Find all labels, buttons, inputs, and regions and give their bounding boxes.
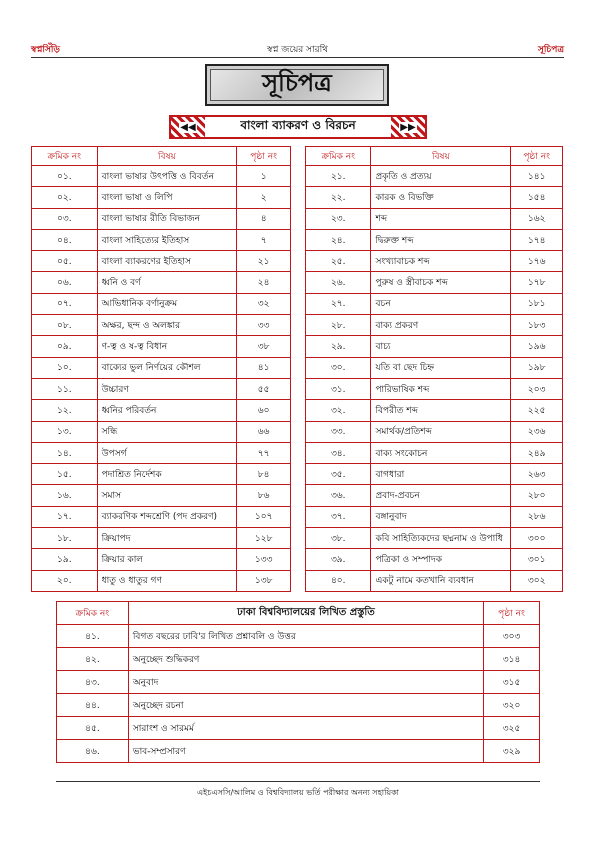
subject-title: একটু নামে কতখানি ব্যবধান bbox=[371, 570, 511, 591]
serial-number: ৪১. bbox=[57, 625, 129, 648]
section-banner bbox=[169, 115, 427, 139]
table-row bbox=[306, 378, 563, 399]
subject-title: ক্রিয়ার কাল bbox=[97, 549, 237, 570]
page-number: ১৫৪ bbox=[511, 187, 563, 208]
table-row bbox=[306, 336, 563, 357]
table-row bbox=[32, 421, 291, 442]
header-divider bbox=[31, 57, 564, 58]
serial-number: ০৪. bbox=[32, 229, 98, 250]
page-number: ২৬৩ bbox=[511, 464, 563, 485]
table-row bbox=[306, 400, 563, 421]
subject-title: বাংলা ভাষার রীতি বিভাজন bbox=[97, 208, 237, 229]
serial-number: ১৫. bbox=[32, 464, 98, 485]
ornament-right-icon: ▶▶ bbox=[391, 117, 425, 137]
subject-title: ক্রিয়াপদ bbox=[97, 528, 237, 549]
table-row bbox=[306, 208, 563, 229]
table-row bbox=[306, 570, 563, 591]
table-row bbox=[32, 442, 291, 463]
serial-number: ৪৩. bbox=[57, 671, 129, 694]
table-row bbox=[57, 671, 540, 694]
subject-title: দ্বিরুক্ত শব্দ bbox=[371, 229, 511, 250]
table-row bbox=[32, 315, 291, 336]
serial-number: ১৪. bbox=[32, 442, 98, 463]
table-row bbox=[306, 293, 563, 314]
table-row bbox=[32, 464, 291, 485]
subject-title: অনুচ্ছেদ শুদ্ধিকরণ bbox=[128, 648, 483, 671]
page-number: ৩০০ bbox=[511, 528, 563, 549]
serial-number: ৪৪. bbox=[57, 694, 129, 717]
table-row bbox=[32, 187, 291, 208]
subject-title: বাংলা ভাষা ও লিপি bbox=[97, 187, 237, 208]
column-header-page: পৃষ্ঠা নং bbox=[484, 602, 540, 625]
table-row bbox=[32, 357, 291, 378]
table-header-row bbox=[57, 602, 540, 625]
page-number: ২২৫ bbox=[511, 400, 563, 421]
subject-title: আভিধানিক বর্ণানুক্রম bbox=[97, 293, 237, 314]
serial-number: ৩৯. bbox=[306, 549, 371, 570]
ornament-left-icon: ◀◀ bbox=[171, 117, 205, 137]
page-number: ৩১৫ bbox=[484, 671, 540, 694]
section-banner-label: বাংলা ব্যাকরণ ও বিরচন bbox=[240, 118, 356, 132]
serial-number: ৩৩. bbox=[306, 421, 371, 442]
page-number: ৩১৪ bbox=[484, 648, 540, 671]
serial-number: ০৮. bbox=[32, 315, 98, 336]
page-number: ৩২০ bbox=[484, 694, 540, 717]
serial-number: ৪৬. bbox=[57, 740, 129, 763]
subject-title: বচন bbox=[371, 293, 511, 314]
serial-number: ১৩. bbox=[32, 421, 98, 442]
contents-table-right bbox=[305, 146, 563, 592]
serial-number: ২৯. bbox=[306, 336, 371, 357]
column-header-subject: বিষয় bbox=[371, 147, 511, 166]
table-header-row bbox=[306, 147, 563, 166]
page-number: ২৩৬ bbox=[511, 421, 563, 442]
subject-title: সারাংশ ও সারমর্ম bbox=[128, 717, 483, 740]
section-heading: ঢাকা বিশ্ববিদ্যালয়ের লিখিত প্রস্তুতি bbox=[128, 602, 483, 625]
page-number: ২ bbox=[237, 187, 291, 208]
serial-number: ৩২. bbox=[306, 400, 371, 421]
serial-number: ০২. bbox=[32, 187, 98, 208]
subject-title: সমার্থক/প্রতিশব্দ bbox=[371, 421, 511, 442]
page-number: ১৩৮ bbox=[237, 570, 291, 591]
table-row bbox=[32, 229, 291, 250]
subject-title: পারিভাষিক শব্দ bbox=[371, 378, 511, 399]
table-row bbox=[32, 293, 291, 314]
serial-number: ১৮. bbox=[32, 528, 98, 549]
page-number: ১২৮ bbox=[237, 528, 291, 549]
page-number: ২৪ bbox=[237, 272, 291, 293]
column-header-serial: ক্রমিক নং bbox=[57, 602, 129, 625]
page-number: ১৯৬ bbox=[511, 336, 563, 357]
page-number: ৩০৩ bbox=[484, 625, 540, 648]
column-header-serial: ক্রমিক নং bbox=[32, 147, 98, 166]
table-row bbox=[306, 251, 563, 272]
subject-title: বাগধারা bbox=[371, 464, 511, 485]
subject-title: কারক ও বিভক্তি bbox=[371, 187, 511, 208]
page-number: ২৮০ bbox=[511, 485, 563, 506]
page-number: ১ bbox=[237, 166, 291, 187]
subject-title: বাংলা ভাষার উৎপত্তি ও বিবর্তন bbox=[97, 166, 237, 187]
table-row bbox=[32, 336, 291, 357]
subject-title: ভাব-সম্প্রসারণ bbox=[128, 740, 483, 763]
subject-title: বিপরীত শব্দ bbox=[371, 400, 511, 421]
table-row bbox=[32, 251, 291, 272]
header-brand: স্বপ্নসিঁড়ি bbox=[31, 45, 60, 55]
page-number: ৩৩ bbox=[237, 315, 291, 336]
serial-number: ২১. bbox=[306, 166, 371, 187]
subject-title: উচ্চারণ bbox=[97, 378, 237, 399]
subject-title: বাচ্য bbox=[371, 336, 511, 357]
serial-number: ১১. bbox=[32, 378, 98, 399]
page-number: ১৩৩ bbox=[237, 549, 291, 570]
serial-number: ২৫. bbox=[306, 251, 371, 272]
table-row bbox=[32, 208, 291, 229]
page-number: ৩০২ bbox=[511, 570, 563, 591]
serial-number: ২০. bbox=[32, 570, 98, 591]
table-row bbox=[32, 570, 291, 591]
table-row bbox=[306, 528, 563, 549]
serial-number: ১৯. bbox=[32, 549, 98, 570]
header-tagline: স্বপ্ন জয়ের সারথি bbox=[267, 45, 328, 55]
serial-number: ০৭. bbox=[32, 293, 98, 314]
page-number: ১০৭ bbox=[237, 506, 291, 527]
subject-title: বাংলা সাহিত্যের ইতিহাস bbox=[97, 229, 237, 250]
page-number: ২১ bbox=[237, 251, 291, 272]
serial-number: ৩৫. bbox=[306, 464, 371, 485]
serial-number: ০৬. bbox=[32, 272, 98, 293]
subject-title: ধ্বনির পরিবর্তন bbox=[97, 400, 237, 421]
column-header-page: পৃষ্ঠা নং bbox=[511, 147, 563, 166]
table-row bbox=[32, 400, 291, 421]
page-number: ১৭৬ bbox=[511, 251, 563, 272]
table-row bbox=[57, 625, 540, 648]
subject-title: বাক্যের ভুল নির্ণয়ের কৌশল bbox=[97, 357, 237, 378]
subject-title: বাংলা ব্যাকরণের ইতিহাস bbox=[97, 251, 237, 272]
subject-title: অক্ষর, ছন্দ ও অলঙ্কার bbox=[97, 315, 237, 336]
page-number: ৫৫ bbox=[237, 378, 291, 399]
table-row bbox=[57, 717, 540, 740]
page-number: ১৯৮ bbox=[511, 357, 563, 378]
subject-title: শব্দ bbox=[371, 208, 511, 229]
subject-title: বাক্য প্রকরণ bbox=[371, 315, 511, 336]
serial-number: ৩৮. bbox=[306, 528, 371, 549]
table-row bbox=[306, 357, 563, 378]
serial-number: ১০. bbox=[32, 357, 98, 378]
subject-title: ধাতু ও ধাতুর গণ bbox=[97, 570, 237, 591]
table-row bbox=[306, 464, 563, 485]
page-number: ৪১ bbox=[237, 357, 291, 378]
table-header-row bbox=[32, 147, 291, 166]
table-row bbox=[306, 506, 563, 527]
page-number: ৬৬ bbox=[237, 421, 291, 442]
page-number: ১৮১ bbox=[511, 293, 563, 314]
page-number: ১৪১ bbox=[511, 166, 563, 187]
table-row bbox=[32, 528, 291, 549]
page-title-frame bbox=[205, 64, 389, 106]
page-number: ৩৮ bbox=[237, 336, 291, 357]
contents-table-left bbox=[31, 146, 291, 592]
serial-number: ৩৪. bbox=[306, 442, 371, 463]
table-row bbox=[306, 549, 563, 570]
page-number: ৩২৫ bbox=[484, 717, 540, 740]
page-number: ১৮৩ bbox=[511, 315, 563, 336]
serial-number: ২২. bbox=[306, 187, 371, 208]
serial-number: ০৫. bbox=[32, 251, 98, 272]
column-header-page: পৃষ্ঠা নং bbox=[237, 147, 291, 166]
serial-number: ১৬. bbox=[32, 485, 98, 506]
table-row bbox=[57, 694, 540, 717]
page-number: ৩২ bbox=[237, 293, 291, 314]
serial-number: ২৪. bbox=[306, 229, 371, 250]
serial-number: ২৬. bbox=[306, 272, 371, 293]
subject-title: বিগত বছরের ঢাবি'র লিখিত প্রশ্নাবলি ও উত্তর bbox=[128, 625, 483, 648]
table-row bbox=[306, 166, 563, 187]
subject-title: যতি বা ছেদ চিহ্ন bbox=[371, 357, 511, 378]
page-number: ৭৭ bbox=[237, 442, 291, 463]
contents-table-dhaka-university bbox=[56, 601, 540, 763]
table-row bbox=[32, 549, 291, 570]
subject-title: পত্রিকা ও সম্পাদক bbox=[371, 549, 511, 570]
table-row bbox=[32, 485, 291, 506]
serial-number: ৩৬. bbox=[306, 485, 371, 506]
subject-title: পুরুষ ও স্ত্রীবাচক শব্দ bbox=[371, 272, 511, 293]
table-row bbox=[57, 740, 540, 763]
page-number: ৪ bbox=[237, 208, 291, 229]
header-section: সূচিপত্র bbox=[537, 45, 564, 55]
serial-number: ২৭. bbox=[306, 293, 371, 314]
serial-number: ৪০. bbox=[306, 570, 371, 591]
table-row bbox=[306, 229, 563, 250]
page-number: ২৪৯ bbox=[511, 442, 563, 463]
table-row bbox=[306, 272, 563, 293]
page-number: ৮৬ bbox=[237, 485, 291, 506]
page-number: ২৮৬ bbox=[511, 506, 563, 527]
serial-number: ৩১. bbox=[306, 378, 371, 399]
serial-number: ৩০. bbox=[306, 357, 371, 378]
subject-title: উপসর্গ bbox=[97, 442, 237, 463]
column-header-serial: ক্রমিক নং bbox=[306, 147, 371, 166]
table-row bbox=[32, 378, 291, 399]
page-title: সূচিপত্র bbox=[210, 69, 384, 101]
table-row bbox=[306, 315, 563, 336]
subject-title: সন্ধি bbox=[97, 421, 237, 442]
page-number: ৬০ bbox=[237, 400, 291, 421]
serial-number: ২৮. bbox=[306, 315, 371, 336]
serial-number: ২৩. bbox=[306, 208, 371, 229]
serial-number: ৩৭. bbox=[306, 506, 371, 527]
page-number: ৩০১ bbox=[511, 549, 563, 570]
subject-title: প্রকৃতি ও প্রত্যয় bbox=[371, 166, 511, 187]
column-header-subject: বিষয় bbox=[97, 147, 237, 166]
table-row bbox=[306, 485, 563, 506]
table-row bbox=[306, 187, 563, 208]
table-row bbox=[32, 166, 291, 187]
subject-title: বাক্য সংকোচন bbox=[371, 442, 511, 463]
page-number: ৩২৯ bbox=[484, 740, 540, 763]
table-row bbox=[32, 272, 291, 293]
footer-divider bbox=[56, 781, 540, 782]
page-number: ৭ bbox=[237, 229, 291, 250]
serial-number: ১২. bbox=[32, 400, 98, 421]
subject-title: ব্যাকরণিক শব্দশ্রেণি (পদ প্রকরণ) bbox=[97, 506, 237, 527]
page-number: ১৭৮ bbox=[511, 272, 563, 293]
page-number: ১৬২ bbox=[511, 208, 563, 229]
serial-number: ০৯. bbox=[32, 336, 98, 357]
serial-number: ০৩. bbox=[32, 208, 98, 229]
serial-number: ৪৫. bbox=[57, 717, 129, 740]
subject-title: বঙ্গানুবাদ bbox=[371, 506, 511, 527]
subject-title: প্রবাদ-প্রবচন bbox=[371, 485, 511, 506]
table-row bbox=[306, 442, 563, 463]
subject-title: সংখ্যাবাচক শব্দ bbox=[371, 251, 511, 272]
table-row bbox=[306, 421, 563, 442]
serial-number: ৪২. bbox=[57, 648, 129, 671]
table-row bbox=[32, 506, 291, 527]
subject-title: সমাস bbox=[97, 485, 237, 506]
page-number: ১৭৪ bbox=[511, 229, 563, 250]
page-number: ৮৪ bbox=[237, 464, 291, 485]
subject-title: পদাশ্রিত নির্দেশক bbox=[97, 464, 237, 485]
subject-title: কবি সাহিত্যিকদের ছদ্মনাম ও উপাধি bbox=[371, 528, 511, 549]
serial-number: ১৭. bbox=[32, 506, 98, 527]
page-number: ২০৩ bbox=[511, 378, 563, 399]
serial-number: ০১. bbox=[32, 166, 98, 187]
subject-title: ণ-ত্ব ও ষ-ত্ব বিধান bbox=[97, 336, 237, 357]
footer-text: এইচএসসি/আলিম ও বিশ্ববিদ্যালয় ভর্তি পরীক্ষার অনন্য সহায়িকা bbox=[196, 788, 400, 797]
table-row bbox=[57, 648, 540, 671]
subject-title: ধ্বনি ও বর্ণ bbox=[97, 272, 237, 293]
subject-title: অনুচ্ছেদ রচনা bbox=[128, 694, 483, 717]
subject-title: অনুবাদ bbox=[128, 671, 483, 694]
